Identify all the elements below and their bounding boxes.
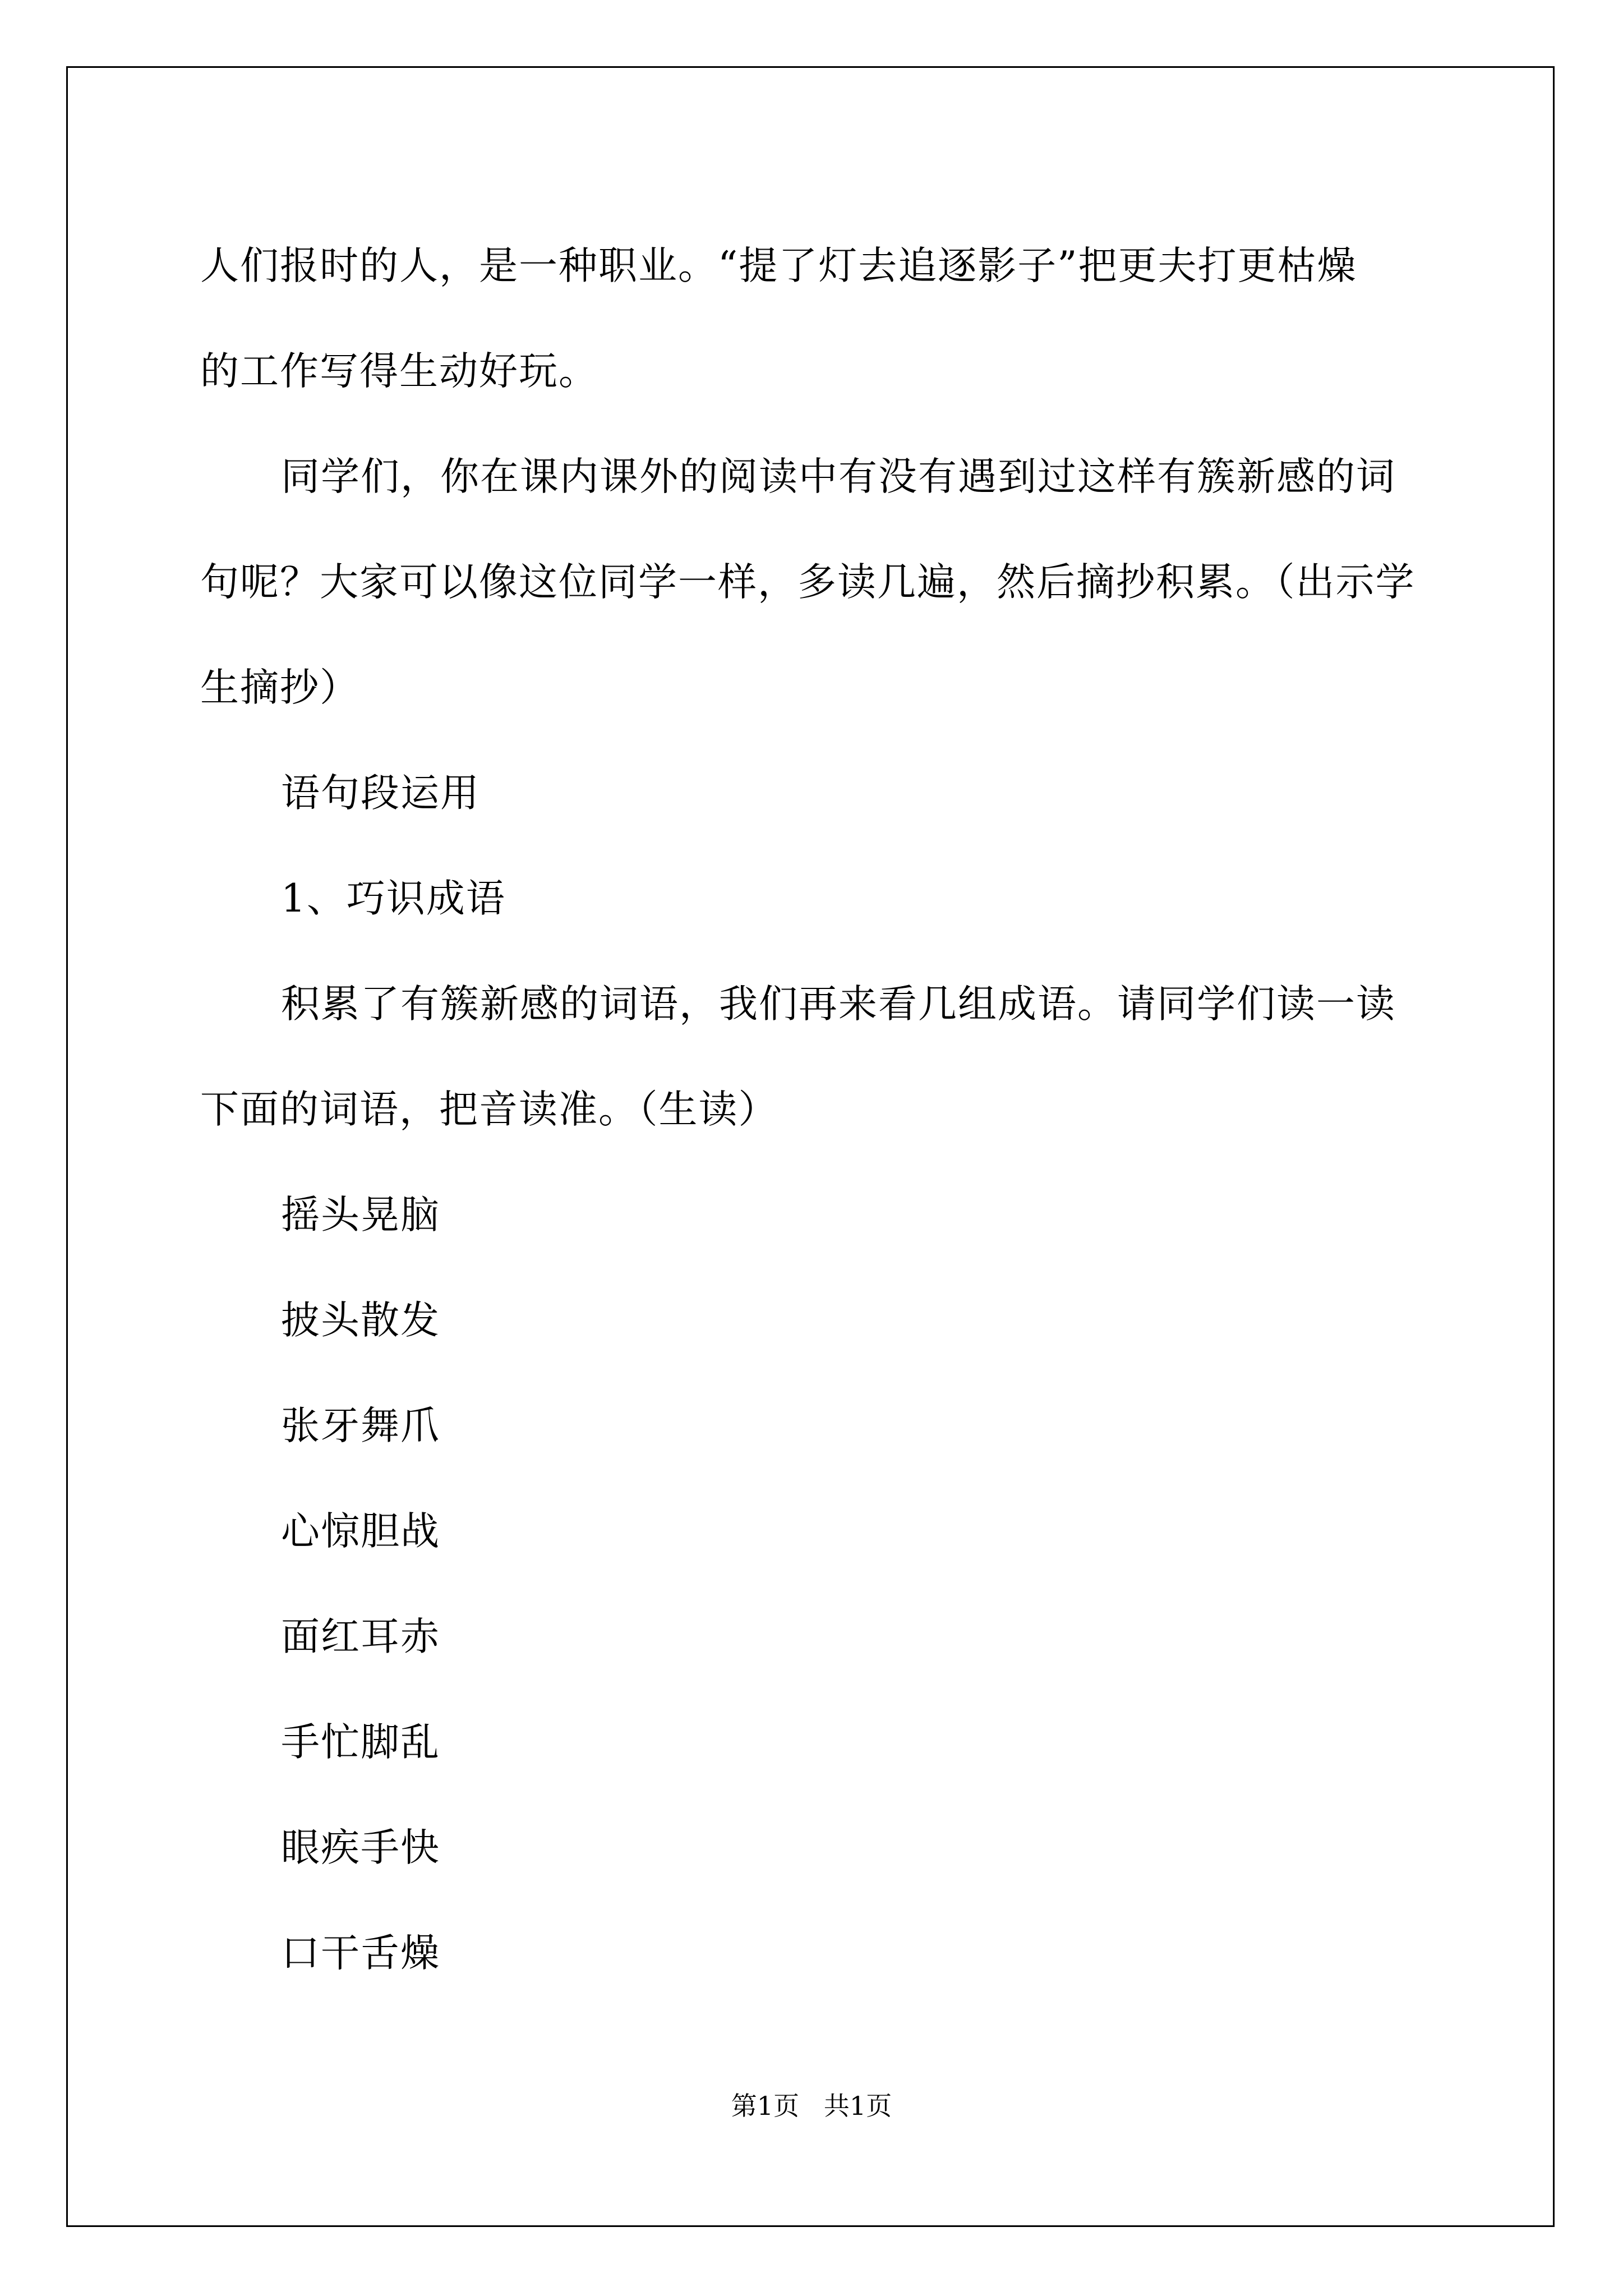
idiom-item: 张牙舞爪 — [281, 1404, 440, 1448]
text-line: 的工作写得生动好玩。 — [200, 349, 598, 394]
idiom-item: 披头散发 — [281, 1298, 440, 1343]
text-line: 同学们，你在课内课外的阅读中有没有遇到过这样有簇新感的词 — [281, 454, 1396, 499]
document-body — [200, 213, 1434, 2006]
idiom-item: 手忙脚乱 — [281, 1720, 440, 1765]
idiom-item: 眼疾手快 — [281, 1825, 440, 1870]
idiom-item: 心惊胆战 — [281, 1509, 440, 1554]
subsection-heading: 1、巧识成语 — [281, 876, 506, 921]
section-heading: 语句段运用 — [281, 771, 480, 816]
idiom-item: 面红耳赤 — [281, 1614, 440, 1659]
text-line: 生摘抄） — [200, 665, 359, 710]
text-line: 句呢？大家可以像这位同学一样，多读几遍，然后摘抄积累。（出示学 — [200, 560, 1415, 605]
idiom-item: 摇头晃脑 — [281, 1193, 440, 1237]
text-line: 积累了有簇新感的词语，我们再来看几组成语。请同学们读一读 — [281, 982, 1396, 1027]
text-line: 人们报时的人，是一种职业。“提了灯去追逐影子”把更夫打更枯燥 — [200, 243, 1357, 288]
text-line: 下面的词语，把音读准。（生读） — [200, 1087, 778, 1132]
idiom-item: 口干舌燥 — [281, 1931, 440, 1976]
page-footer: 第1页 共1页 — [731, 2091, 892, 2121]
